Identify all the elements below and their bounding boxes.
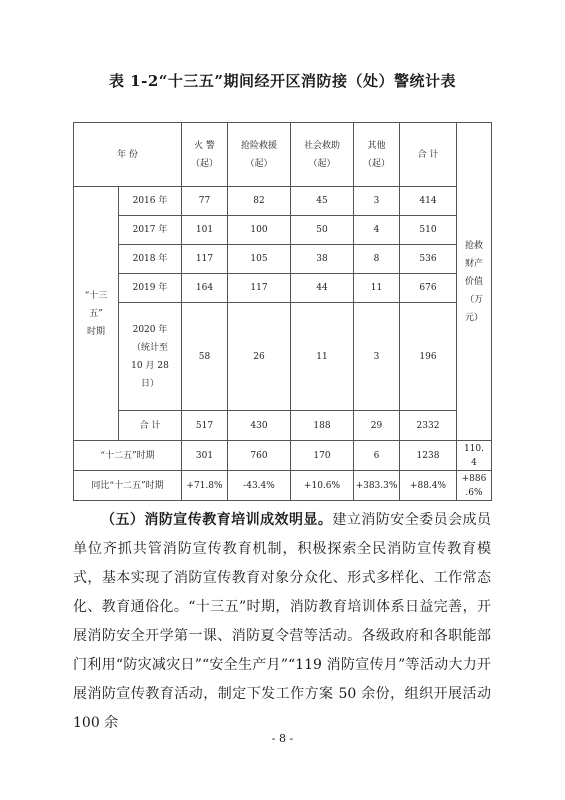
table-header-row	[74, 123, 492, 187]
cell-aid: 45	[291, 187, 354, 216]
cell-other: 4	[354, 216, 400, 245]
cell-other: 6	[354, 441, 400, 471]
cell-total: 536	[400, 245, 457, 274]
cell-subtotal-label: 合 计	[119, 411, 182, 441]
cell-rescue: 105	[228, 245, 291, 274]
section-paragraph	[73, 506, 491, 738]
cell-fire: 117	[182, 245, 228, 274]
property-line2: 财产	[464, 258, 483, 269]
cell-total: +88.4%	[400, 471, 457, 501]
header-rescue-line1: 抢险救援	[240, 140, 277, 151]
cell-aid: 44	[291, 274, 354, 303]
cell-other: 11	[354, 274, 400, 303]
header-fire-line1: 火 警	[194, 140, 215, 151]
table-row	[74, 187, 492, 216]
alarm-statistics-table	[73, 122, 492, 501]
cell-aid: 38	[291, 245, 354, 274]
group-label	[74, 187, 119, 441]
cell-aid: 50	[291, 216, 354, 245]
section-text: 建立消防安全委员会成员单位齐抓共管消防宣传教育机制，积极探索全民消防宣传教育模式，基本实现了消防宣传教育对象分众化、形式多样化、工作常态化、教育通俗化。“十三五”时期，消防教育培训体系日益完善，开展消防安全开学第一课、消防夏令营等活动。各级政府和各职能部门利用“防灾减灾日”“安全生产月”“119 消防宣传月”等活动大力开展消防宣传教育活动，制定下发工作方案 50 余份，组织开展活动 100 余	[73, 512, 492, 731]
cell-year: 2017 年	[119, 216, 182, 245]
property-value-line1: 110.	[463, 443, 485, 454]
table-row	[74, 216, 492, 245]
cell-other: +383.3%	[354, 471, 400, 501]
header-aid	[291, 123, 354, 187]
cell-other: 3	[354, 187, 400, 216]
cell-total: 2332	[400, 411, 457, 441]
header-other-line2: （起）	[362, 158, 390, 169]
table-row	[74, 274, 492, 303]
table-row-compare	[74, 471, 492, 501]
property-value-line2: 4	[471, 457, 477, 468]
cell-aid: 170	[291, 441, 354, 471]
table-title: 表 1-2“十三五”期间经开区消防接（处）警统计表	[108, 72, 457, 90]
cell-year: 2016 年	[119, 187, 182, 216]
property-value-line1: +886	[461, 473, 487, 484]
cell-year: 2019 年	[119, 274, 182, 303]
table-row	[74, 303, 492, 411]
cell-fire: 101	[182, 216, 228, 245]
cell-aid: 188	[291, 411, 354, 441]
cell-compare-label: 同比“十二五”时期	[74, 471, 182, 501]
header-property-value	[457, 123, 492, 441]
header-rescue-line2: （起）	[245, 158, 273, 169]
cell-property	[457, 441, 492, 471]
cell-fire: 517	[182, 411, 228, 441]
header-aid-line1: 社会救助	[303, 140, 340, 151]
cell-total: 676	[400, 274, 457, 303]
header-total: 合 计	[400, 123, 457, 187]
header-other	[354, 123, 400, 187]
section-body	[73, 506, 491, 738]
cell-rescue: 100	[228, 216, 291, 245]
year-2020-line3: 10 月 28	[131, 360, 169, 371]
cell-rescue: 760	[228, 441, 291, 471]
cell-total: 414	[400, 187, 457, 216]
cell-other: 29	[354, 411, 400, 441]
group-label-line3: 时期	[86, 326, 105, 337]
cell-total: 510	[400, 216, 457, 245]
cell-fire: +71.8%	[182, 471, 228, 501]
cell-rescue: 82	[228, 187, 291, 216]
property-line5: 元）	[464, 312, 483, 323]
cell-aid: 11	[291, 303, 354, 411]
property-value-line2: .6%	[465, 487, 483, 498]
cell-total: 1238	[400, 441, 457, 471]
section-heading: （五）消防宣传教育培训成效明显。	[101, 512, 333, 528]
cell-rescue: 117	[228, 274, 291, 303]
table-row	[74, 245, 492, 274]
header-fire	[182, 123, 228, 187]
cell-other: 8	[354, 245, 400, 274]
cell-fire: 58	[182, 303, 228, 411]
cell-rescue: -43.4%	[228, 471, 291, 501]
header-aid-line2: （起）	[308, 158, 336, 169]
property-line3: 价值	[464, 276, 483, 287]
header-rescue	[228, 123, 291, 187]
cell-other: 3	[354, 303, 400, 411]
cell-prev-label: “十二五”时期	[74, 441, 182, 471]
cell-rescue: 26	[228, 303, 291, 411]
cell-year-2020	[119, 303, 182, 411]
page-number: - 8 -	[271, 732, 294, 745]
cell-year: 2018 年	[119, 245, 182, 274]
cell-property	[457, 471, 492, 501]
property-line4: （万	[464, 294, 483, 305]
cell-aid: +10.6%	[291, 471, 354, 501]
year-2020-line2: （统计至	[131, 342, 168, 353]
cell-fire: 301	[182, 441, 228, 471]
cell-fire: 77	[182, 187, 228, 216]
property-line1: 抢救	[464, 240, 483, 251]
cell-total: 196	[400, 303, 457, 411]
table-row-subtotal	[74, 411, 492, 441]
cell-fire: 164	[182, 274, 228, 303]
group-label-line2: 五”	[89, 308, 103, 319]
header-other-line1: 其他	[367, 140, 386, 151]
group-label-line1: “十三	[84, 290, 108, 301]
year-2020-line1: 2020 年	[132, 324, 168, 335]
header-year: 年 份	[74, 123, 182, 187]
year-2020-line4: 日）	[140, 378, 159, 389]
table-row-prev	[74, 441, 492, 471]
header-fire-line2: （起）	[190, 158, 218, 169]
cell-rescue: 430	[228, 411, 291, 441]
